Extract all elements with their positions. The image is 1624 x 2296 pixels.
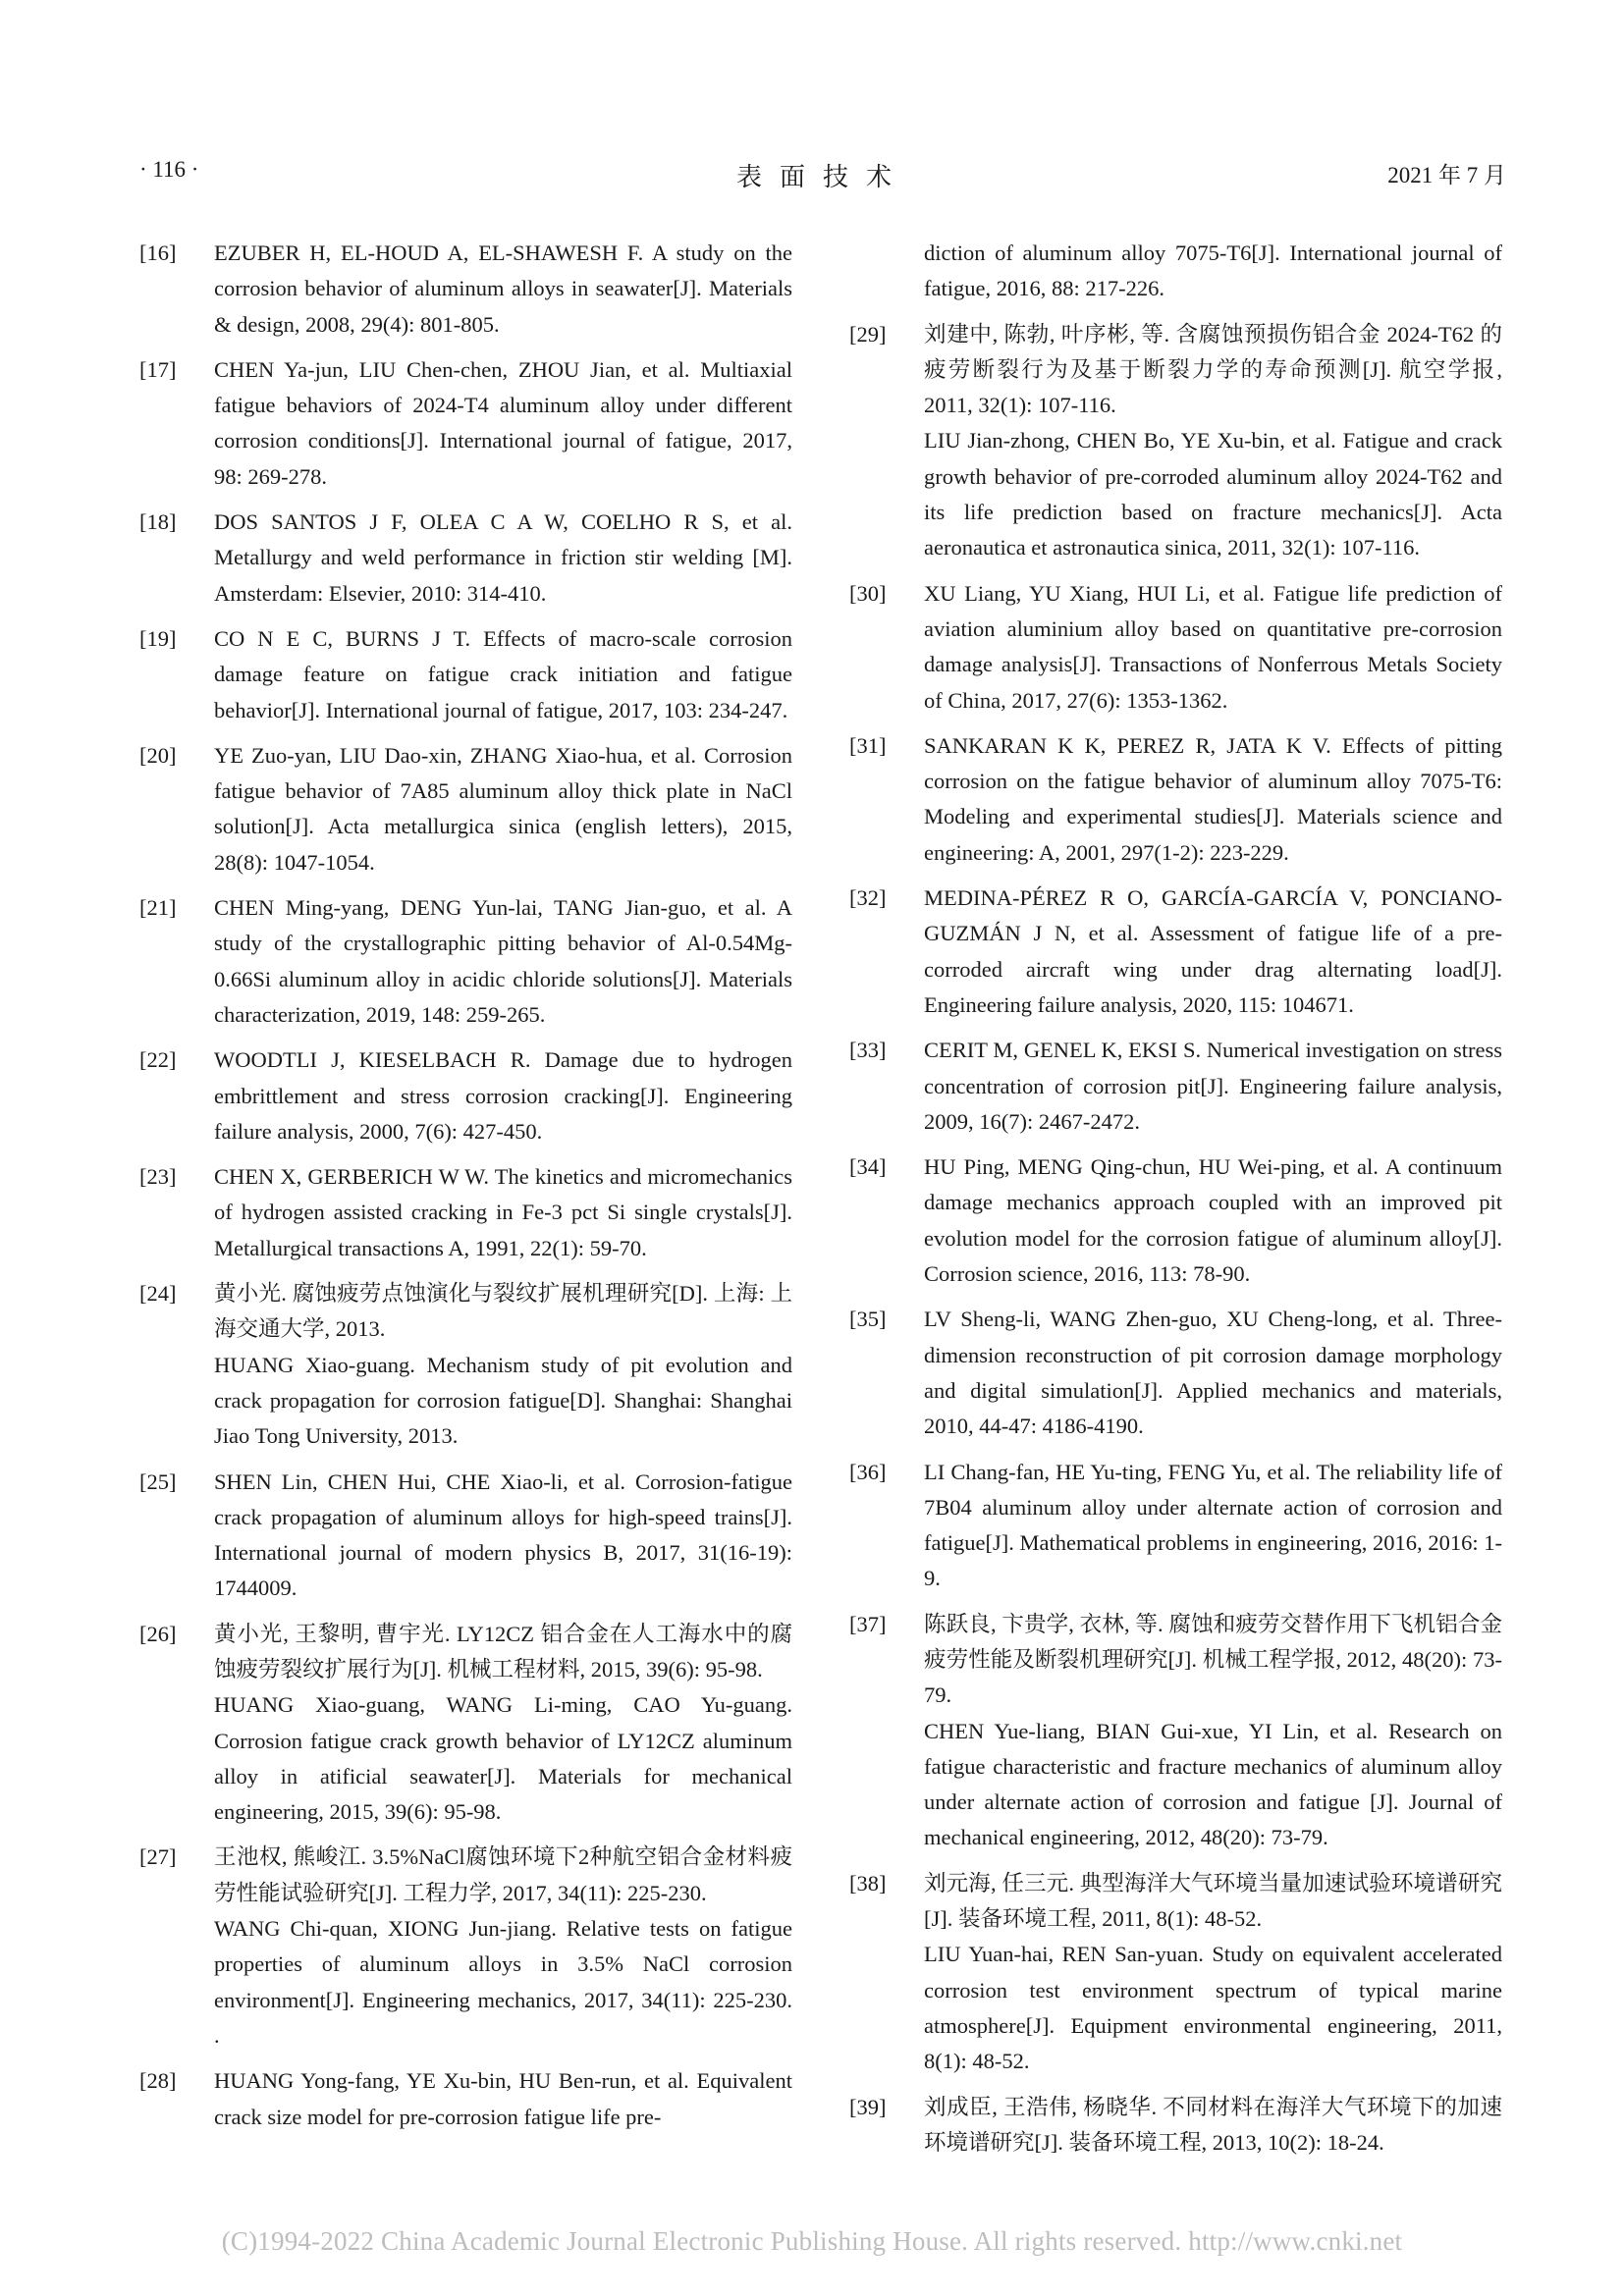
reference-entry bbox=[849, 2090, 1502, 2162]
reference-entry bbox=[849, 881, 1502, 1023]
reference-number: [29] bbox=[849, 321, 887, 347]
reference-text: CERIT M, GENEL K, EKSI S. Numerical investigation on stress concentration of corrosion pit[J]. Engineering failure analysis, 2009, 16(7): 2467-2472. bbox=[924, 1038, 1502, 1134]
reference-entry bbox=[139, 1042, 792, 1149]
reference-number: [16] bbox=[139, 240, 177, 265]
reference-entry bbox=[849, 1302, 1502, 1444]
reference-entry bbox=[139, 1840, 792, 2054]
reference-entry bbox=[139, 352, 792, 495]
references-right-column bbox=[849, 236, 1502, 2170]
reference-number: [24] bbox=[139, 1281, 177, 1307]
reference-text: XU Liang, YU Xiang, HUI Li, et al. Fatigue life prediction of aviation aluminium alloy based on quantitative pre-corrosion damage analysis[J]. Transactions of Nonferrous Metals Society of China, 2017, 27(6): 1353-1362. bbox=[924, 580, 1502, 713]
reference-entry bbox=[849, 1149, 1502, 1292]
reference-number: [37] bbox=[849, 1611, 887, 1636]
reference-text: 黄小光. 腐蚀疲劳点蚀演化与裂纹扩展机理研究[D]. 上海: 上海交通大学, 2013. bbox=[214, 1281, 792, 1342]
reference-number: [32] bbox=[849, 885, 887, 911]
reference-entry bbox=[139, 1465, 792, 1607]
reference-text: CHEN Ya-jun, LIU Chen-chen, ZHOU Jian, et al. Multiaxial fatigue behaviors of 2024-T4 aluminum alloy under different corrosion conditions[J]. International journal of fatigue, 2017, 98: 269-278. bbox=[214, 356, 792, 489]
reference-entry bbox=[139, 236, 792, 343]
reference-entry bbox=[139, 2063, 792, 2135]
reference-number: [31] bbox=[849, 732, 887, 758]
reference-entry bbox=[849, 1866, 1502, 2080]
reference-entry bbox=[139, 738, 792, 881]
reference-text: SHEN Lin, CHEN Hui, CHE Xiao-li, et al. Corrosion-fatigue crack propagation of aluminum alloys for high-speed trains[J]. International journal of modern physics B, 2017, 31(16-19): 1744009. bbox=[214, 1468, 792, 1601]
reference-text: LI Chang-fan, HE Yu-ting, FENG Yu, et al. The reliability life of 7B04 aluminum alloy under alternate action of corrosion and fatigue[J]. Mathematical problems in engineering, 2016, 2016: 1-9. bbox=[924, 1459, 1502, 1591]
reference-text: 刘成臣, 王浩伟, 杨晓华. 不同材料在海洋大气环境下的加速环境谱研究[J]. 装备环境工程, 2013, 10(2): 18-24. bbox=[924, 2094, 1502, 2155]
reference-number: [34] bbox=[849, 1154, 887, 1180]
reference-text-english: LIU Jian-zhong, CHEN Bo, YE Xu-bin, et al. Fatigue and crack growth behavior of pre-corroded aluminum alloy 2024-T62 and its life prediction based on fracture mechanics[J]. Acta aeronautica et astronautica sinica, 2011, 32(1): 107-116. bbox=[924, 428, 1502, 561]
reference-text: WOODTLI J, KIESELBACH R. Damage due to hydrogen embrittlement and stress corrosion cracking[J]. Engineering failure analysis, 2000, 7(6): 427-450. bbox=[214, 1047, 792, 1144]
reference-text: YE Zuo-yan, LIU Dao-xin, ZHANG Xiao-hua, et al. Corrosion fatigue behavior of 7A85 aluminum alloy thick plate in NaCl solution[J]. Acta metallurgica sinica (english letters), 2015, 28(8): 1047-1054. bbox=[214, 742, 792, 875]
reference-number: [19] bbox=[139, 625, 177, 651]
running-header bbox=[139, 157, 1506, 192]
page-number: · 116 · bbox=[139, 157, 199, 182]
reference-entry bbox=[849, 728, 1502, 871]
reference-text: 陈跃良, 卞贵学, 衣林, 等. 腐蚀和疲劳交替作用下飞机铝合金疲劳性能及断裂机理研究[J]. 机械工程学报, 2012, 48(20): 73-79. bbox=[924, 1611, 1502, 1708]
reference-entry bbox=[849, 1607, 1502, 1856]
reference-number: [21] bbox=[139, 895, 177, 921]
reference-number: [39] bbox=[849, 2094, 887, 2119]
reference-number: [38] bbox=[849, 1870, 887, 1896]
reference-number: [18] bbox=[139, 509, 177, 535]
reference-number: [33] bbox=[849, 1038, 887, 1063]
reference-entry bbox=[849, 576, 1502, 719]
reference-text: DOS SANTOS J F, OLEA C A W, COELHO R S, et al. Metallurgy and weld performance in friction stir welding [M]. Amsterdam: Elsevier, 2010: 314-410. bbox=[214, 509, 792, 606]
reference-text: HUANG Yong-fang, YE Xu-bin, HU Ben-run, et al. Equivalent crack size model for pre-corrosion fatigue life pre- bbox=[214, 2068, 792, 2129]
reference-entry bbox=[849, 317, 1502, 566]
reference-text-english: HUANG Xiao-guang. Mechanism study of pit evolution and crack propagation for corrosion fatigue[D]. Shanghai: Shanghai Jiao Tong University, 2013. bbox=[214, 1352, 792, 1449]
reference-number: [20] bbox=[139, 742, 177, 768]
reference-text-english: WANG Chi-quan, XIONG Jun-jiang. Relative tests on fatigue properties of aluminum alloys in 3.5% NaCl corrosion environment[J]. Engineering mechanics, 2017, 34(11): 225-230. . bbox=[214, 1916, 792, 2048]
reference-number: [23] bbox=[139, 1164, 177, 1190]
reference-text: CHEN X, GERBERICH W W. The kinetics and micromechanics of hydrogen assisted cracking in Fe-3 pct Si single crystals[J]. Metallurgical transactions A, 1991, 22(1): 59-70. bbox=[214, 1164, 792, 1260]
reference-entry bbox=[139, 1276, 792, 1454]
reference-text: HU Ping, MENG Qing-chun, HU Wei-ping, et al. A continuum damage mechanics approach coupled with an improved pit evolution model for the corrosion fatigue of aluminum alloy[J]. Corrosion science, 2016, 113: 78-90. bbox=[924, 1154, 1502, 1287]
reference-entry bbox=[849, 1033, 1502, 1140]
reference-text-english: CHEN Yue-liang, BIAN Gui-xue, YI Lin, et al. Research on fatigue characteristic and fracture mechanics of aluminum alloy under alternate action of corrosion and fatigue [J]. Journal of mechanical engineering, 2012, 48(20): 73-79. bbox=[924, 1718, 1502, 1850]
reference-text: 王池权, 熊峻江. 3.5%NaCl腐蚀环境下2种航空铝合金材料疲劳性能试验研究[J]. 工程力学, 2017, 34(11): 225-230. bbox=[214, 1844, 792, 1905]
reference-text: 刘建中, 陈勃, 叶序彬, 等. 含腐蚀预损伤铝合金 2024-T62 的疲劳断裂行为及基于断裂力学的寿命预测[J]. 航空学报, 2011, 32(1): 107-116. bbox=[924, 321, 1502, 418]
reference-text-english: LIU Yuan-hai, REN San-yuan. Study on equivalent accelerated corrosion test environment spectrum of typical marine atmosphere[J]. Equipment environmental engineering, 2011, 8(1): 48-52. bbox=[924, 1942, 1502, 2074]
reference-number: [27] bbox=[139, 1844, 177, 1870]
reference-number: [36] bbox=[849, 1459, 887, 1484]
reference-number: [30] bbox=[849, 580, 887, 606]
reference-text-english: HUANG Xiao-guang, WANG Li-ming, CAO Yu-guang. Corrosion fatigue crack growth behavior of LY12CZ aluminum alloy in atificial seawater[J]. Materials for mechanical engineering, 2015, 39(6): 95-98. bbox=[214, 1692, 792, 1825]
reference-number: [17] bbox=[139, 356, 177, 382]
reference-text: 刘元海, 任三元. 典型海洋大气环境当量加速试验环境谱研究[J]. 装备环境工程, 2011, 8(1): 48-52. bbox=[924, 1870, 1502, 1932]
reference-number: [28] bbox=[139, 2068, 177, 2094]
reference-entry bbox=[139, 621, 792, 728]
references-left-column bbox=[139, 236, 792, 2145]
reference-text: 黄小光, 王黎明, 曹宇光. LY12CZ 铝合金在人工海水中的腐蚀疲劳裂纹扩展行为[J]. 机械工程材料, 2015, 39(6): 95-98. bbox=[214, 1621, 792, 1682]
reference-number: [35] bbox=[849, 1307, 887, 1332]
reference-text: MEDINA-PÉREZ R O, GARCÍA-GARCÍA V, PONCIANO-GUZMÁN J N, et al. Assessment of fatigue life of a pre-corroded aircraft wing under drag alternating load[J]. Engineering failure analysis, 2020, 115: 104671. bbox=[924, 885, 1502, 1017]
reference-text: CO N E C, BURNS J T. Effects of macro-scale corrosion damage feature on fatigue crack initiation and fatigue behavior[J]. International journal of fatigue, 2017, 103: 234-247. bbox=[214, 625, 792, 722]
reference-number: [26] bbox=[139, 1621, 177, 1646]
reference-entry bbox=[139, 890, 792, 1033]
issue-date: 2021 年 7 月 bbox=[1387, 163, 1506, 187]
reference-text: SANKARAN K K, PEREZ R, JATA K V. Effects of pitting corrosion on the fatigue behavior of aluminum alloy 7075-T6: Modeling and experimental studies[J]. Materials science and engineering: A, 2001, 297(1-2): 223-229. bbox=[924, 732, 1502, 865]
reference-entry bbox=[849, 1455, 1502, 1597]
reference-number: [22] bbox=[139, 1047, 177, 1073]
journal-title: 表面技术 bbox=[735, 163, 909, 191]
reference-entry bbox=[139, 1617, 792, 1831]
reference-number: [25] bbox=[139, 1468, 177, 1494]
reference-entry bbox=[849, 236, 1502, 307]
reference-entry bbox=[139, 1159, 792, 1266]
reference-text: diction of aluminum alloy 7075-T6[J]. International journal of fatigue, 2016, 88: 217-226. bbox=[924, 240, 1502, 301]
reference-entry bbox=[139, 505, 792, 612]
copyright-footer: (C)1994-2022 China Academic Journal Electronic Publishing House. All rights reserved. http://www.cnki.net bbox=[221, 2226, 1403, 2256]
reference-text: EZUBER H, EL-HOUD A, EL-SHAWESH F. A study on the corrosion behavior of aluminum alloys in seawater[J]. Materials & design, 2008, 29(4): 801-805. bbox=[214, 240, 792, 337]
reference-text: CHEN Ming-yang, DENG Yun-lai, TANG Jian-guo, et al. A study of the crystallographic pitting behavior of Al-0.54Mg-0.66Si aluminum alloy in acidic chloride solutions[J]. Materials characterization, 2019, 148: 259-265. bbox=[214, 895, 792, 1027]
reference-text: LV Sheng-li, WANG Zhen-guo, XU Cheng-long, et al. Three-dimension reconstruction of pit corrosion damage morphology and digital simulation[J]. Applied mechanics and materials, 2010, 44-47: 4186-4190. bbox=[924, 1307, 1502, 1439]
